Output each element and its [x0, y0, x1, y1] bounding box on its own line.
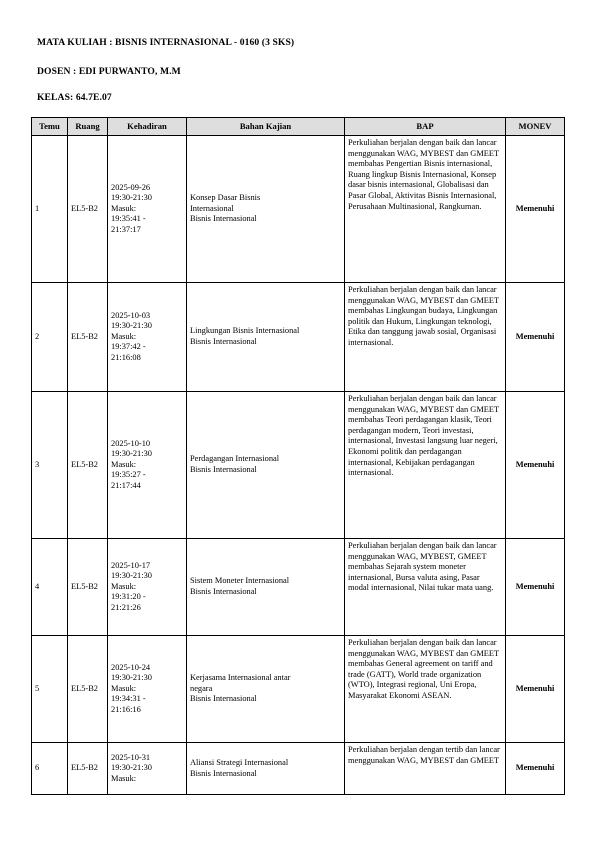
- bahan-line: Bisnis Internasional: [190, 694, 257, 704]
- kehadiran-line: Masuk:: [111, 683, 137, 693]
- cell-ruang: EL5-B2: [68, 743, 108, 795]
- bahan-line: Sistem Moneter Internasional: [190, 576, 290, 586]
- kehadiran-line: 2025-10-17: [111, 560, 151, 570]
- column-header-ruang: Ruang: [68, 118, 108, 136]
- cell-kehadiran: [108, 136, 187, 283]
- cell-bap: Perkuliahan berjalan dengan baik dan lancar menggunakan WAG, MYBEST dan GMEET membahas Lingkungan budaya, Lingkungan politik dan Hukum, Lingkungan teknologi, Etika dan tanggung jawab sosial, Organisasi internasional.: [345, 283, 506, 392]
- column-header-temu: Temu: [32, 118, 68, 136]
- cell-temu: 4: [32, 539, 68, 636]
- bahan-line: Internasional: [190, 203, 234, 213]
- bahan-line: Bisnis Internasional: [190, 768, 257, 778]
- cell-temu: 5: [32, 636, 68, 743]
- kehadiran-line: 19:35:27 -: [111, 470, 146, 480]
- kehadiran-line: 19:30-21:30: [111, 321, 152, 331]
- column-header-monev: MONEV: [506, 118, 565, 136]
- bahan-line: Konsep Dasar Bisnis: [190, 193, 261, 203]
- kehadiran-line: 21:16:08: [111, 352, 141, 362]
- table-row: [32, 136, 565, 283]
- kehadiran-line: 2025-10-31: [111, 752, 151, 762]
- bahan-line: Lingkungan Bisnis Internasional: [190, 326, 300, 336]
- column-header-bap: BAP: [345, 118, 506, 136]
- kehadiran-line: Masuk:: [111, 203, 137, 213]
- table-row: [32, 743, 565, 795]
- table-header-row: [32, 118, 565, 136]
- cell-monev: Memenuhi: [506, 392, 565, 539]
- kehadiran-line: 2025-10-10: [111, 438, 151, 448]
- course-title: MATA KULIAH : BISNIS INTERNASIONAL - 0160 (3 SKS): [37, 37, 295, 48]
- kehadiran-line: 19:30-21:30: [111, 449, 152, 459]
- kehadiran-line: 21:16:16: [111, 704, 141, 714]
- cell-temu: 1: [32, 136, 68, 283]
- table-row: [32, 392, 565, 539]
- kehadiran-line: Masuk:: [111, 331, 137, 341]
- cell-kehadiran: [108, 283, 187, 392]
- cell-kehadiran: [108, 636, 187, 743]
- kehadiran-line: 21:37:17: [111, 224, 141, 234]
- kehadiran-line: 2025-10-03: [111, 310, 151, 320]
- cell-bahan-kajian: [187, 392, 345, 539]
- class-code: KELAS: 64.7E.07: [37, 92, 112, 103]
- cell-bap: Perkuliahan berjalan dengan tertib dan lancar menggunakan WAG, MYBEST dan GMEET: [345, 743, 506, 795]
- cell-monev: Memenuhi: [506, 636, 565, 743]
- cell-ruang: EL5-B2: [68, 539, 108, 636]
- kehadiran-line: 19:34:31 -: [111, 694, 146, 704]
- bahan-line: Bisnis Internasional: [190, 465, 257, 474]
- cell-monev: Memenuhi: [506, 283, 565, 392]
- column-header-bahan-kajian: Bahan Kajian: [187, 118, 345, 136]
- cell-ruang: EL5-B2: [68, 392, 108, 539]
- cell-ruang: EL5-B2: [68, 283, 108, 392]
- kehadiran-line: 21:17:44: [111, 480, 141, 490]
- kehadiran-line: 19:30-21:30: [111, 571, 152, 581]
- kehadiran-line: 19:30-21:30: [111, 673, 152, 683]
- bahan-line: Bisnis Internasional: [190, 587, 257, 596]
- kehadiran-line: 2025-10-24: [111, 662, 151, 672]
- table-row: [32, 636, 565, 743]
- cell-kehadiran: [108, 743, 187, 795]
- table-row: [32, 283, 565, 392]
- bahan-line: Perdagangan Internasional: [190, 454, 280, 464]
- bahan-line: Kerjasama Internasional antar: [190, 673, 291, 683]
- column-header-kehadiran: Kehadiran: [108, 118, 187, 136]
- bahan-line: Aliansi Strategi Internasional: [190, 757, 289, 767]
- cell-bahan-kajian: [187, 636, 345, 743]
- cell-monev: Memenuhi: [506, 539, 565, 636]
- kehadiran-line: 19:31:20 -: [111, 592, 146, 602]
- kehadiran-line: 19:30-21:30: [111, 193, 152, 203]
- cell-bahan-kajian: [187, 539, 345, 636]
- kehadiran-line: Masuk:: [111, 773, 137, 783]
- cell-temu: 6: [32, 743, 68, 795]
- cell-bap: Perkuliahan berjalan dengan baik dan lancar menggunakan WAG, MYBEST dan GMEET membahas Teori perdagangan klasik, Teori perdagangan modern, Teori investasi, internasional, Investasi langsung luar negeri, Ekonomi politik dan perdagangan internasional, Kebijakan perdagangan internasional.: [345, 392, 506, 539]
- kehadiran-line: Masuk:: [111, 459, 137, 469]
- cell-monev: Memenuhi: [506, 743, 565, 795]
- cell-temu: 3: [32, 392, 68, 539]
- kehadiran-line: 2025-09-26: [111, 182, 151, 192]
- cell-kehadiran: [108, 539, 187, 636]
- cell-bahan-kajian: [187, 283, 345, 392]
- kehadiran-line: Masuk:: [111, 581, 137, 591]
- bahan-line: Bisnis Internasional: [190, 214, 257, 224]
- kehadiran-line: 19:30-21:30: [111, 763, 152, 773]
- bahan-line: negara: [190, 683, 213, 693]
- attendance-table: [31, 117, 565, 795]
- cell-bahan-kajian: [187, 743, 345, 795]
- bahan-line: Bisnis Internasional: [190, 337, 257, 346]
- cell-kehadiran: [108, 392, 187, 539]
- cell-bap: Perkuliahan berjalan dengan baik dan lancar menggunakan WAG, MYBEST dan GMEET membahas General agreement on tariff and trade (GATT), World trade organization (WTO), Integrasi regional, Uni Eropa, Masyarakat Ekonomi ASEAN.: [345, 636, 506, 743]
- cell-bap: Perkuliahan berjalan dengan baik dan lancar menggunakan WAG, MYBEST dan GMEET membahas Pengertian Bisnis internasional, Ruang lingkup Bisnis Internasional, Konsep dasar bisnis internasional, Globalisasi dan Pasar Global, Aktivitas Bisnis Internasional, Perusahaan Multinasional, Rangkuman.: [345, 136, 506, 283]
- kehadiran-line: 21:21:26: [111, 602, 141, 612]
- cell-monev: Memenuhi: [506, 136, 565, 283]
- kehadiran-line: 19:37:42 -: [111, 342, 146, 352]
- lecturer-name: DOSEN : EDI PURWANTO, M.M: [37, 66, 181, 77]
- cell-ruang: EL5-B2: [68, 636, 108, 743]
- cell-temu: 2: [32, 283, 68, 392]
- cell-bahan-kajian: [187, 136, 345, 283]
- cell-bap: Perkuliahan berjalan dengan baik dan lancar menggunakan WAG, MYBEST, GMEET membahas Sejarah system moneter internasional, Bursa valuta asing, Pasar modal internasional, Nilai tukar mata uang.: [345, 539, 506, 636]
- table-row: [32, 539, 565, 636]
- cell-ruang: EL5-B2: [68, 136, 108, 283]
- kehadiran-line: 19:35:41 -: [111, 214, 146, 224]
